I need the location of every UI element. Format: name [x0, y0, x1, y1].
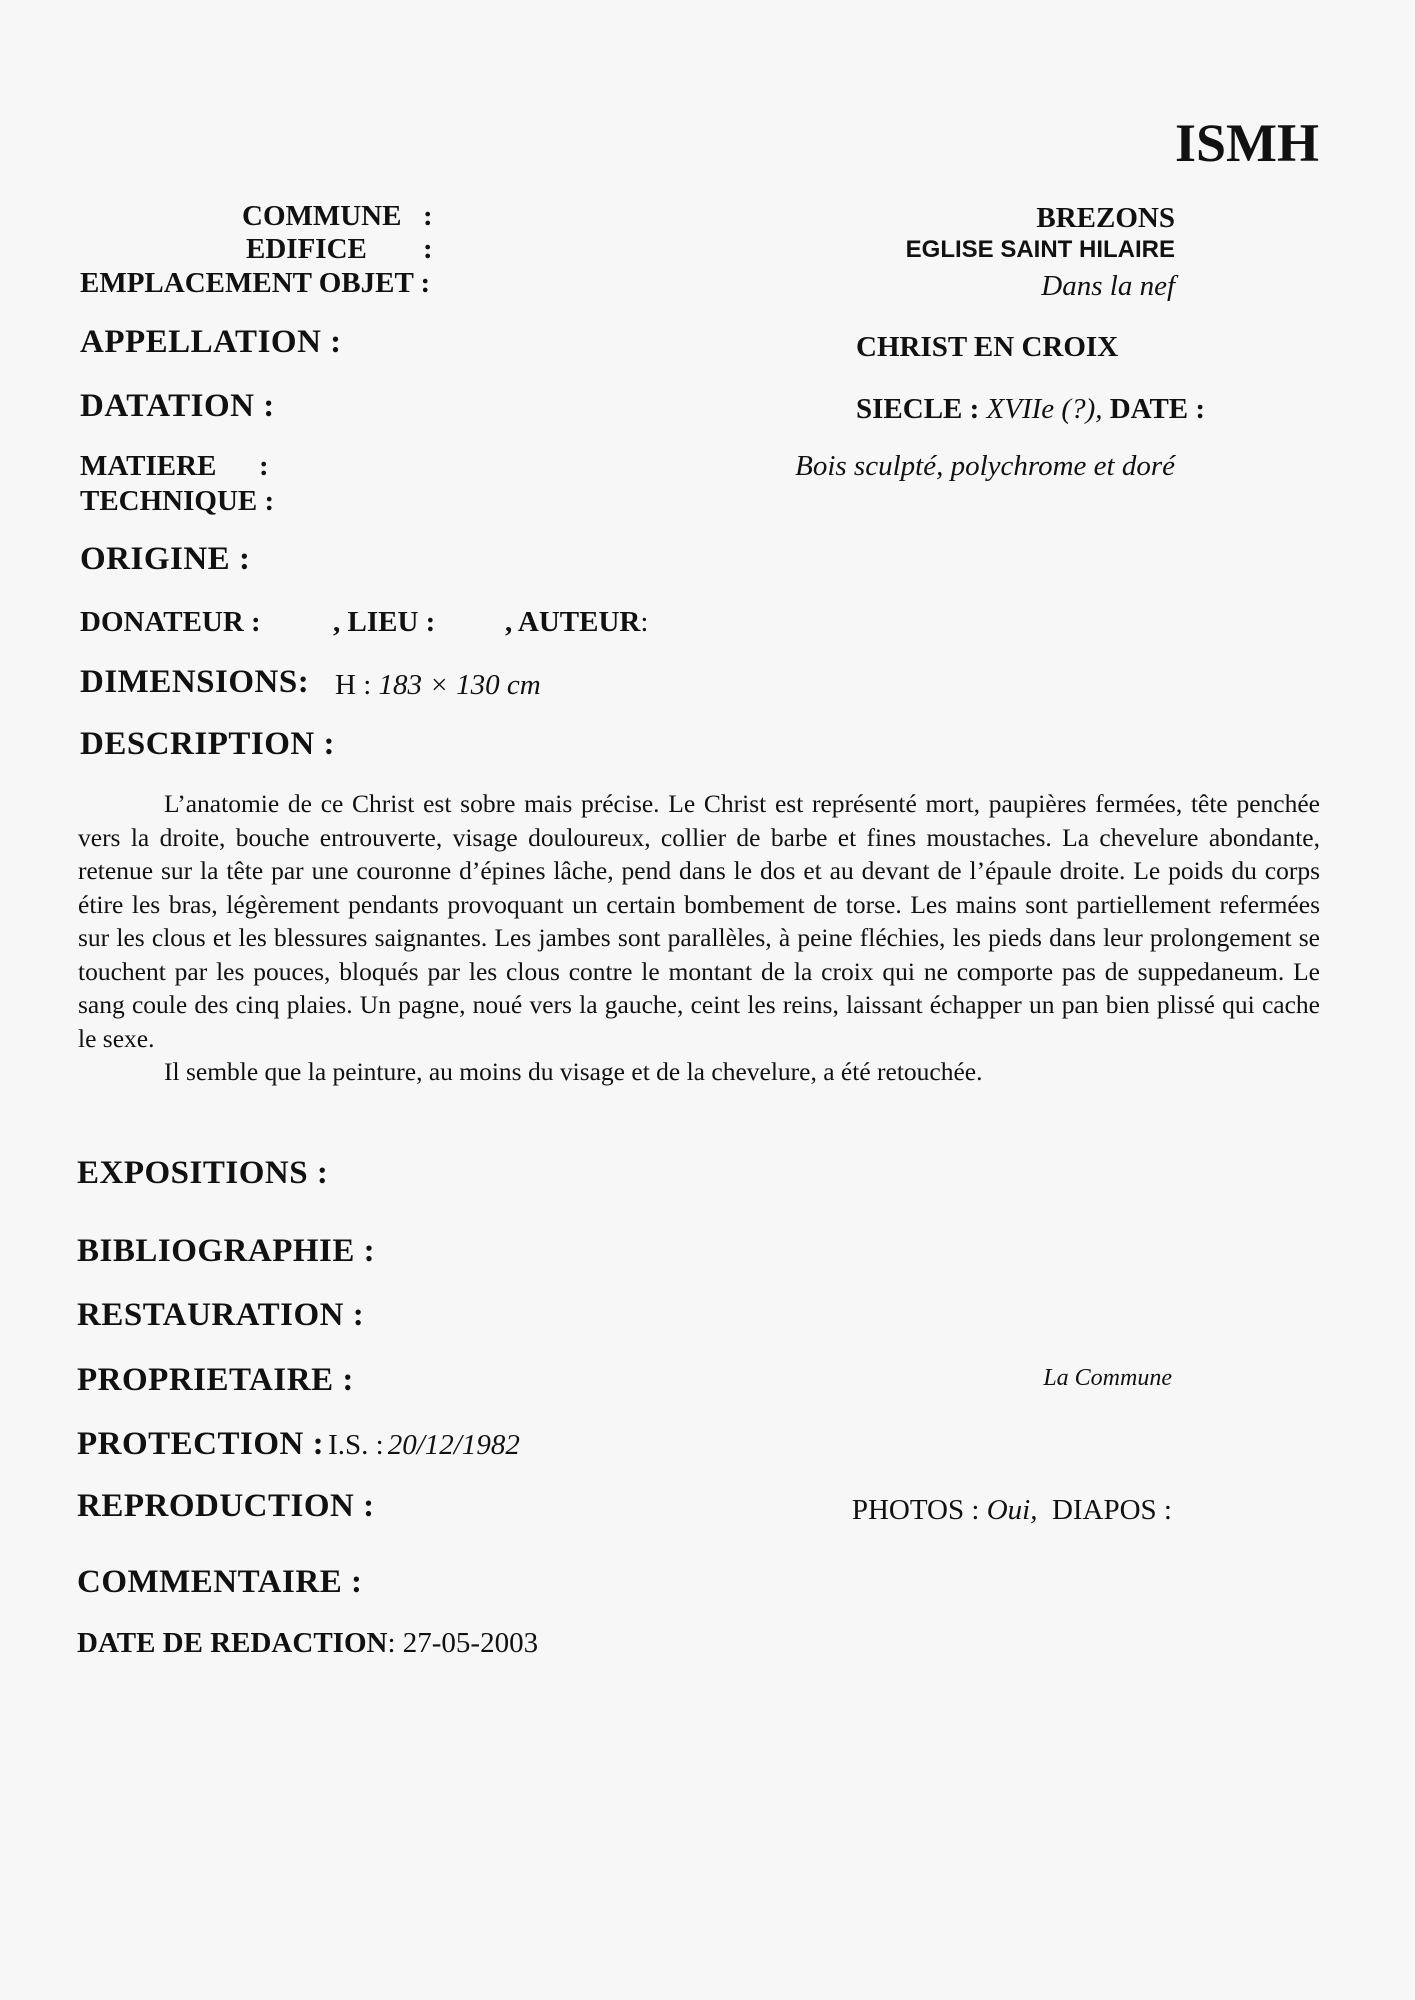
siecle-line: SIECLE : XVIIe (?), DATE :	[856, 393, 1206, 425]
date-redaction-line: DATE DE REDACTION: 27-05-2003	[77, 1627, 539, 1659]
emplacement-value: Dans la nef	[1041, 270, 1175, 302]
matiere-label: MATIERE	[80, 450, 217, 482]
expositions-label: EXPOSITIONS :	[77, 1155, 329, 1191]
restauration-label: RESTAURATION :	[77, 1297, 365, 1333]
commune-value: BREZONS	[1036, 202, 1175, 234]
bibliographie-label: BIBLIOGRAPHIE :	[77, 1233, 376, 1269]
description-text	[78, 787, 1320, 1089]
proprietaire-value: La Commune	[1043, 1365, 1172, 1391]
edifice-value: EGLISE SAINT HILAIRE	[905, 236, 1175, 263]
reproduction-label: REPRODUCTION :	[77, 1488, 375, 1524]
appellation-label: APPELLATION :	[80, 324, 342, 360]
edifice-label: EDIFICE	[246, 233, 367, 265]
description-label: DESCRIPTION :	[80, 726, 335, 762]
lieu-label: , LIEU :	[333, 606, 436, 638]
donateur-label: DONATEUR :	[80, 606, 261, 638]
matiere-colon: :	[259, 450, 269, 482]
protection-line: PROTECTION : I.S. : 20/12/1982	[77, 1426, 520, 1462]
commune-label: COMMUNE	[242, 200, 402, 232]
proprietaire-label: PROPRIETAIRE :	[77, 1362, 354, 1398]
dimensions-value: H : 183 × 130 cm	[335, 669, 541, 701]
datation-label: DATATION :	[80, 388, 275, 424]
appellation-value: CHRIST EN CROIX	[856, 331, 1119, 363]
origine-label: ORIGINE :	[80, 541, 251, 577]
commentaire-label: COMMENTAIRE :	[77, 1564, 363, 1600]
description-paragraph: Il semble que la peinture, au moins du visage et de la chevelure, a été retouchée.	[164, 1057, 983, 1086]
technique-label: TECHNIQUE :	[80, 485, 275, 517]
dimensions-label: DIMENSIONS:	[80, 664, 310, 700]
commune-colon: :	[423, 200, 433, 232]
document-code: ISMH	[1174, 113, 1319, 173]
matiere-value: Bois sculpté, polychrome et doré	[795, 450, 1175, 482]
auteur-label: , AUTEUR:	[505, 606, 649, 638]
description-paragraph: L’anatomie de ce Christ est sobre mais précise. Le Christ est représenté mort, paupières fermées, tête penchée vers la droite, bouche entrouverte, visage douloureux, collier de barbe et fines moustaches. La chevelure abondante, retenue sur la tête par une couronne d’épines lâche, pend dans le dos et au devant de l’épaule droite. Le poids du corps étire les bras, légèrement pendants provoquant un certain bombement de torse. Les mains sont partiellement refermées sur les clous et les blessures saignantes. Les jambes sont parallèles, à peine fléchies, les pieds dans leur prolongement se touchent par les pouces, bloqués par les clous contre le montant de la croix qui ne comporte pas de suppedaneum. Le sang coule des cinq plaies. Un pagne, noué vers la gauche, ceint les reins, laissant échapper un pan bien plissé qui cache le sexe.	[78, 789, 1320, 1053]
edifice-colon: :	[423, 233, 433, 265]
reproduction-values: PHOTOS : Oui, DIAPOS :	[851, 1494, 1172, 1526]
emplacement-label: EMPLACEMENT OBJET :	[80, 267, 431, 299]
